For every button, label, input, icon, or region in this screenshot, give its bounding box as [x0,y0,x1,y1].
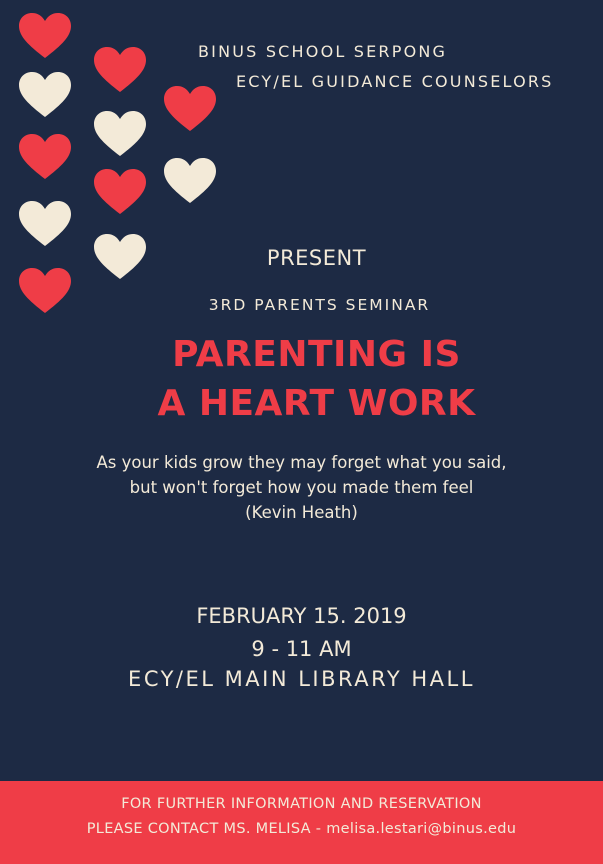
heart-icon [18,133,72,181]
org-name: BINUS SCHOOL SERPONG [198,42,448,61]
present-label: PRESENT [266,246,367,270]
seminar-label: 3RD PARENTS SEMINAR [208,296,431,314]
quote-line-2: but won't forget how you made them feel [129,478,474,497]
heart-icon [18,200,72,248]
footer-contact-line: PLEASE CONTACT MS. MELISA - melisa.lestari@binus.edu [86,821,517,837]
event-time: 9 - 11 AM [251,637,352,661]
footer-banner [0,781,603,864]
heart-icon [163,85,217,133]
title-line-2: A HEART WORK [157,383,476,424]
heart-icon [163,157,217,205]
heart-icon [93,46,147,94]
event-venue: ECY/EL MAIN LIBRARY HALL [128,667,475,691]
event-date: FEBRUARY 15. 2019 [196,604,407,628]
footer-info-line: FOR FURTHER INFORMATION AND RESERVATION [121,796,482,812]
heart-icon [18,12,72,60]
quote-line-1: As your kids grow they may forget what you said, [96,453,507,472]
title-line-1: PARENTING IS [172,334,461,375]
heart-icon [93,110,147,158]
heart-icon [93,168,147,216]
quote-author: (Kevin Heath) [245,503,358,522]
org-department: ECY/EL GUIDANCE COUNSELORS [236,72,554,91]
heart-icon [18,71,72,119]
